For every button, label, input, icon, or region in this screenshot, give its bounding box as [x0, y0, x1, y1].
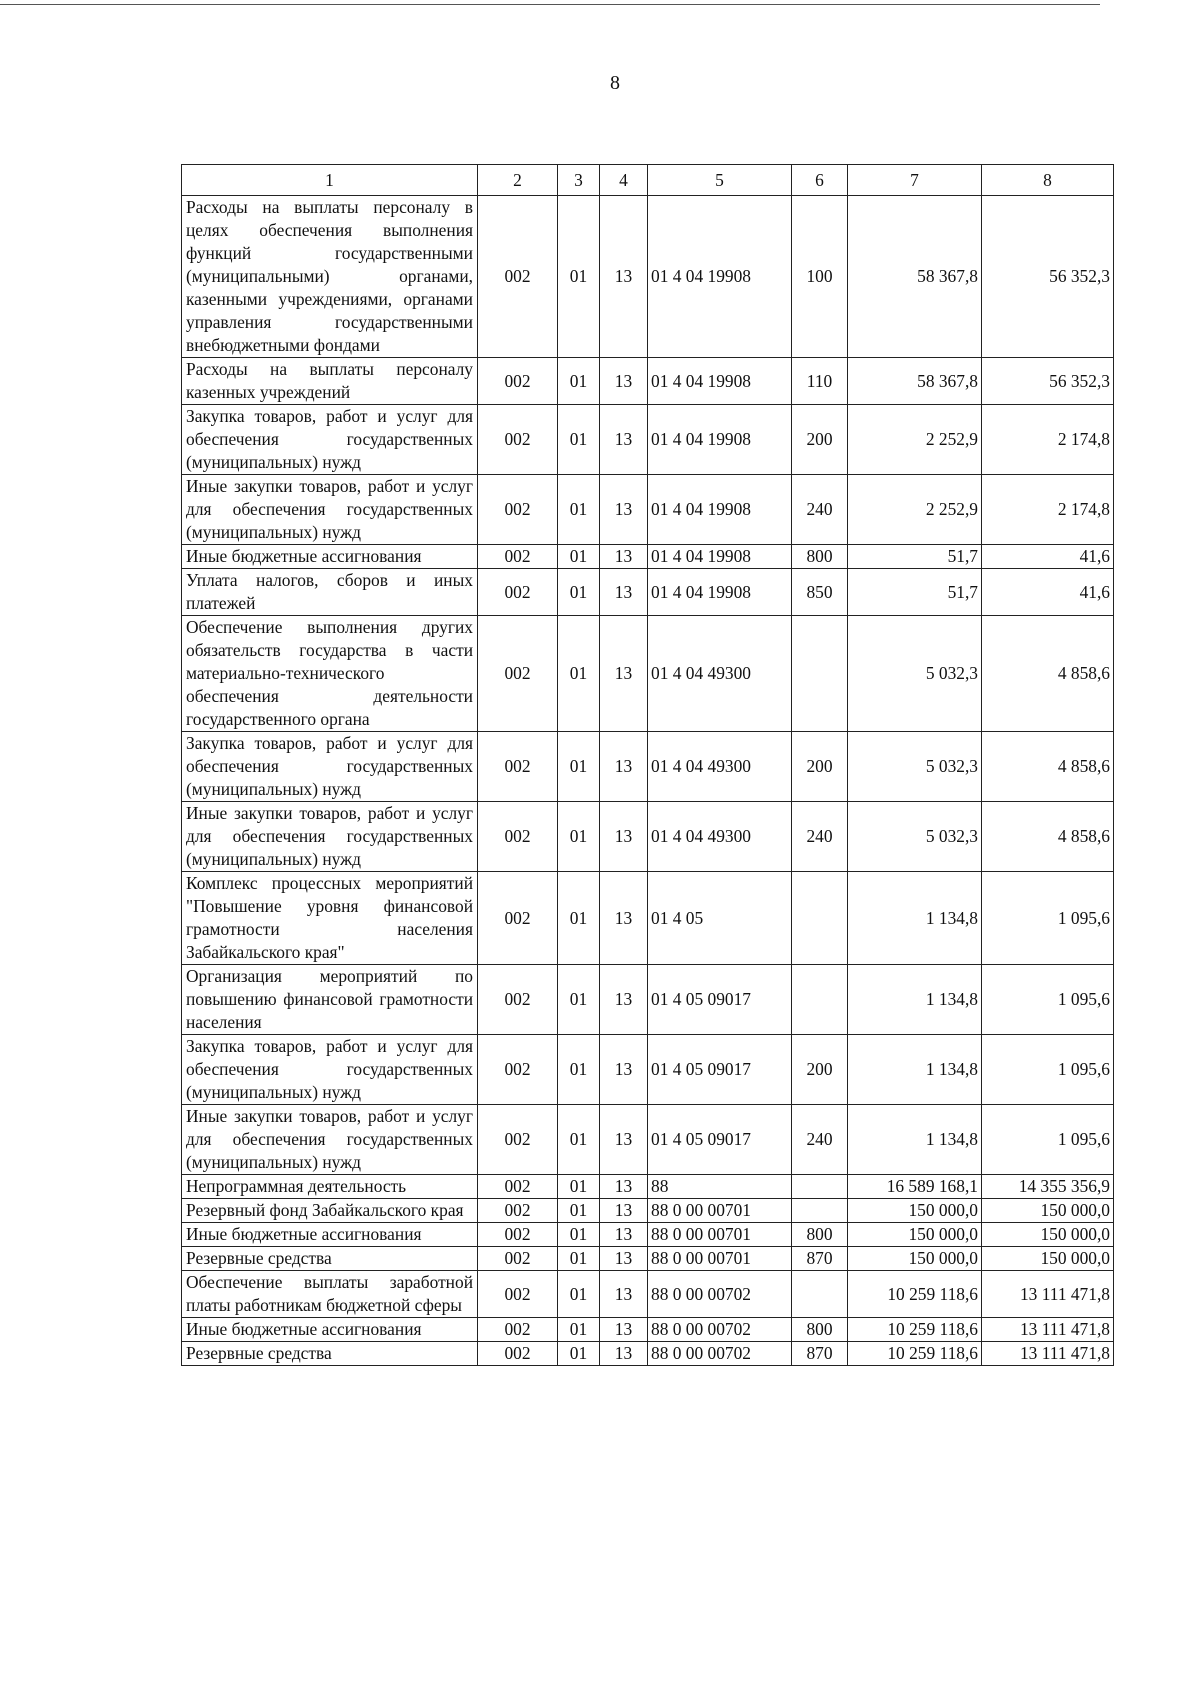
expense-type-cell: 200 [792, 1035, 848, 1105]
header-cell: 2 [478, 165, 558, 196]
target-article-cell: 01 4 04 49300 [648, 732, 792, 802]
target-article-cell: 88 0 00 00702 [648, 1271, 792, 1318]
amount-year2-cell: 1 095,6 [982, 1105, 1114, 1175]
table-row [182, 475, 1114, 545]
section-code-cell: 01 [558, 1199, 600, 1223]
expense-type-cell: 240 [792, 475, 848, 545]
expense-name-cell: Расходы на выплаты персоналу казенных учреждений [182, 358, 478, 405]
header-cell: 3 [558, 165, 600, 196]
table-row [182, 545, 1114, 569]
admin-code-cell: 002 [478, 569, 558, 616]
table-row [182, 616, 1114, 732]
table-row [182, 1342, 1114, 1366]
admin-code-cell: 002 [478, 358, 558, 405]
admin-code-cell: 002 [478, 1105, 558, 1175]
amount-year1-cell: 10 259 118,6 [848, 1271, 982, 1318]
table-row [182, 872, 1114, 965]
target-article-cell: 01 4 04 19908 [648, 405, 792, 475]
expense-name-cell: Резервные средства [182, 1342, 478, 1366]
expense-type-cell: 870 [792, 1342, 848, 1366]
amount-year1-cell: 1 134,8 [848, 1035, 982, 1105]
subsection-code-cell: 13 [600, 965, 648, 1035]
amount-year2-cell: 4 858,6 [982, 616, 1114, 732]
table-row [182, 1199, 1114, 1223]
target-article-cell: 01 4 04 19908 [648, 569, 792, 616]
amount-year1-cell: 5 032,3 [848, 802, 982, 872]
table-row [182, 196, 1114, 358]
header-cell: 1 [182, 165, 478, 196]
section-code-cell: 01 [558, 965, 600, 1035]
amount-year1-cell: 2 252,9 [848, 475, 982, 545]
subsection-code-cell: 13 [600, 1342, 648, 1366]
subsection-code-cell: 13 [600, 1035, 648, 1105]
expense-type-cell [792, 872, 848, 965]
section-code-cell: 01 [558, 732, 600, 802]
subsection-code-cell: 13 [600, 1318, 648, 1342]
section-code-cell: 01 [558, 545, 600, 569]
amount-year2-cell: 13 111 471,8 [982, 1271, 1114, 1318]
amount-year2-cell: 56 352,3 [982, 358, 1114, 405]
expense-type-cell [792, 616, 848, 732]
table-row [182, 358, 1114, 405]
target-article-cell: 88 0 00 00701 [648, 1199, 792, 1223]
target-article-cell: 01 4 04 19908 [648, 475, 792, 545]
expense-type-cell: 200 [792, 732, 848, 802]
expense-type-cell: 800 [792, 545, 848, 569]
amount-year2-cell: 13 111 471,8 [982, 1318, 1114, 1342]
target-article-cell: 88 0 00 00701 [648, 1247, 792, 1271]
header-cell: 6 [792, 165, 848, 196]
expense-type-cell: 870 [792, 1247, 848, 1271]
expense-type-cell [792, 1271, 848, 1318]
admin-code-cell: 002 [478, 1318, 558, 1342]
target-article-cell: 01 4 04 19908 [648, 545, 792, 569]
expense-type-cell: 800 [792, 1318, 848, 1342]
section-code-cell: 01 [558, 1318, 600, 1342]
expense-name-cell: Обеспечение выполнения других обязательств государства в части материально-технического обеспечения деятельности государственного органа [182, 616, 478, 732]
expense-type-cell: 240 [792, 802, 848, 872]
expense-type-cell: 850 [792, 569, 848, 616]
expense-type-cell: 800 [792, 1223, 848, 1247]
expense-name-cell: Непрограммная деятельность [182, 1175, 478, 1199]
expense-name-cell: Иные закупки товаров, работ и услуг для обеспечения государственных (муниципальных) нужд [182, 1105, 478, 1175]
amount-year1-cell: 58 367,8 [848, 196, 982, 358]
table-row [182, 1223, 1114, 1247]
expense-type-cell: 110 [792, 358, 848, 405]
table-row [182, 569, 1114, 616]
expense-name-cell: Расходы на выплаты персоналу в целях обеспечения выполнения функций государственными (муниципальными) органами, казенными учреждениями, органами управления государственными внебюджетными фондами [182, 196, 478, 358]
section-code-cell: 01 [558, 1342, 600, 1366]
expense-name-cell: Организация мероприятий по повышению финансовой грамотности населения [182, 965, 478, 1035]
section-code-cell: 01 [558, 358, 600, 405]
admin-code-cell: 002 [478, 732, 558, 802]
expense-name-cell: Закупка товаров, работ и услуг для обеспечения государственных (муниципальных) нужд [182, 405, 478, 475]
expense-type-cell [792, 1199, 848, 1223]
amount-year1-cell: 10 259 118,6 [848, 1318, 982, 1342]
subsection-code-cell: 13 [600, 616, 648, 732]
admin-code-cell: 002 [478, 1035, 558, 1105]
section-code-cell: 01 [558, 569, 600, 616]
amount-year2-cell: 150 000,0 [982, 1199, 1114, 1223]
expense-name-cell: Иные закупки товаров, работ и услуг для обеспечения государственных (муниципальных) нужд [182, 802, 478, 872]
amount-year1-cell: 1 134,8 [848, 1105, 982, 1175]
amount-year2-cell: 2 174,8 [982, 475, 1114, 545]
table-row [182, 965, 1114, 1035]
section-code-cell: 01 [558, 872, 600, 965]
amount-year2-cell: 1 095,6 [982, 872, 1114, 965]
section-code-cell: 01 [558, 802, 600, 872]
admin-code-cell: 002 [478, 1199, 558, 1223]
expense-name-cell: Уплата налогов, сборов и иных платежей [182, 569, 478, 616]
admin-code-cell: 002 [478, 1223, 558, 1247]
amount-year2-cell: 150 000,0 [982, 1247, 1114, 1271]
subsection-code-cell: 13 [600, 405, 648, 475]
amount-year1-cell: 5 032,3 [848, 616, 982, 732]
subsection-code-cell: 13 [600, 1271, 648, 1318]
table-row [182, 1035, 1114, 1105]
expense-type-cell [792, 1175, 848, 1199]
section-code-cell: 01 [558, 1175, 600, 1199]
table-header-row [182, 165, 1114, 196]
target-article-cell: 01 4 04 49300 [648, 802, 792, 872]
section-code-cell: 01 [558, 1105, 600, 1175]
table-row [182, 1105, 1114, 1175]
subsection-code-cell: 13 [600, 196, 648, 358]
expense-name-cell: Резервный фонд Забайкальского края [182, 1199, 478, 1223]
admin-code-cell: 002 [478, 475, 558, 545]
admin-code-cell: 002 [478, 872, 558, 965]
target-article-cell: 01 4 04 49300 [648, 616, 792, 732]
subsection-code-cell: 13 [600, 1105, 648, 1175]
expense-name-cell: Комплекс процессных мероприятий "Повышение уровня финансовой грамотности населения Забайкальского края" [182, 872, 478, 965]
target-article-cell: 01 4 05 09017 [648, 1035, 792, 1105]
amount-year1-cell: 150 000,0 [848, 1199, 982, 1223]
table-row [182, 1318, 1114, 1342]
table-row [182, 732, 1114, 802]
expense-name-cell: Иные бюджетные ассигнования [182, 1223, 478, 1247]
expense-name-cell: Иные закупки товаров, работ и услуг для обеспечения государственных (муниципальных) нужд [182, 475, 478, 545]
table-row [182, 802, 1114, 872]
amount-year1-cell: 150 000,0 [848, 1247, 982, 1271]
section-code-cell: 01 [558, 405, 600, 475]
section-code-cell: 01 [558, 196, 600, 358]
expense-type-cell: 100 [792, 196, 848, 358]
amount-year2-cell: 150 000,0 [982, 1223, 1114, 1247]
expense-type-cell: 240 [792, 1105, 848, 1175]
top-border-line [0, 4, 1100, 5]
subsection-code-cell: 13 [600, 545, 648, 569]
page-number: 8 [610, 72, 620, 94]
amount-year1-cell: 5 032,3 [848, 732, 982, 802]
subsection-code-cell: 13 [600, 732, 648, 802]
section-code-cell: 01 [558, 616, 600, 732]
target-article-cell: 01 4 05 09017 [648, 965, 792, 1035]
expense-name-cell: Закупка товаров, работ и услуг для обеспечения государственных (муниципальных) нужд [182, 732, 478, 802]
amount-year1-cell: 1 134,8 [848, 872, 982, 965]
section-code-cell: 01 [558, 1035, 600, 1105]
subsection-code-cell: 13 [600, 1199, 648, 1223]
admin-code-cell: 002 [478, 405, 558, 475]
amount-year1-cell: 51,7 [848, 569, 982, 616]
amount-year1-cell: 1 134,8 [848, 965, 982, 1035]
admin-code-cell: 002 [478, 196, 558, 358]
amount-year1-cell: 2 252,9 [848, 405, 982, 475]
section-code-cell: 01 [558, 1223, 600, 1247]
section-code-cell: 01 [558, 475, 600, 545]
expense-type-cell [792, 965, 848, 1035]
subsection-code-cell: 13 [600, 569, 648, 616]
admin-code-cell: 002 [478, 545, 558, 569]
admin-code-cell: 002 [478, 616, 558, 732]
header-cell: 4 [600, 165, 648, 196]
amount-year2-cell: 41,6 [982, 569, 1114, 616]
admin-code-cell: 002 [478, 1175, 558, 1199]
subsection-code-cell: 13 [600, 1223, 648, 1247]
target-article-cell: 01 4 04 19908 [648, 358, 792, 405]
target-article-cell: 88 0 00 00702 [648, 1318, 792, 1342]
table-row [182, 1271, 1114, 1318]
amount-year2-cell: 4 858,6 [982, 802, 1114, 872]
table-row [182, 1175, 1114, 1199]
amount-year2-cell: 56 352,3 [982, 196, 1114, 358]
amount-year1-cell: 150 000,0 [848, 1223, 982, 1247]
amount-year2-cell: 41,6 [982, 545, 1114, 569]
subsection-code-cell: 13 [600, 802, 648, 872]
target-article-cell: 01 4 05 09017 [648, 1105, 792, 1175]
subsection-code-cell: 13 [600, 358, 648, 405]
amount-year2-cell: 1 095,6 [982, 1035, 1114, 1105]
admin-code-cell: 002 [478, 965, 558, 1035]
amount-year1-cell: 10 259 118,6 [848, 1342, 982, 1366]
target-article-cell: 88 0 00 00701 [648, 1223, 792, 1247]
admin-code-cell: 002 [478, 802, 558, 872]
subsection-code-cell: 13 [600, 1175, 648, 1199]
expense-name-cell: Обеспечение выплаты заработной платы работникам бюджетной сферы [182, 1271, 478, 1318]
subsection-code-cell: 13 [600, 872, 648, 965]
expense-name-cell: Резервные средства [182, 1247, 478, 1271]
target-article-cell: 88 0 00 00702 [648, 1342, 792, 1366]
expense-name-cell: Иные бюджетные ассигнования [182, 545, 478, 569]
admin-code-cell: 002 [478, 1342, 558, 1366]
table-row [182, 405, 1114, 475]
target-article-cell: 88 [648, 1175, 792, 1199]
admin-code-cell: 002 [478, 1271, 558, 1318]
header-cell: 7 [848, 165, 982, 196]
budget-table [181, 164, 1114, 1366]
header-cell: 5 [648, 165, 792, 196]
table-row [182, 1247, 1114, 1271]
amount-year2-cell: 14 355 356,9 [982, 1175, 1114, 1199]
section-code-cell: 01 [558, 1271, 600, 1318]
amount-year2-cell: 4 858,6 [982, 732, 1114, 802]
expense-name-cell: Закупка товаров, работ и услуг для обеспечения государственных (муниципальных) нужд [182, 1035, 478, 1105]
expense-name-cell: Иные бюджетные ассигнования [182, 1318, 478, 1342]
admin-code-cell: 002 [478, 1247, 558, 1271]
subsection-code-cell: 13 [600, 1247, 648, 1271]
amount-year1-cell: 58 367,8 [848, 358, 982, 405]
amount-year2-cell: 1 095,6 [982, 965, 1114, 1035]
expense-type-cell: 200 [792, 405, 848, 475]
target-article-cell: 01 4 05 [648, 872, 792, 965]
section-code-cell: 01 [558, 1247, 600, 1271]
target-article-cell: 01 4 04 19908 [648, 196, 792, 358]
amount-year2-cell: 2 174,8 [982, 405, 1114, 475]
amount-year1-cell: 51,7 [848, 545, 982, 569]
amount-year1-cell: 16 589 168,1 [848, 1175, 982, 1199]
subsection-code-cell: 13 [600, 475, 648, 545]
amount-year2-cell: 13 111 471,8 [982, 1342, 1114, 1366]
header-cell: 8 [982, 165, 1114, 196]
